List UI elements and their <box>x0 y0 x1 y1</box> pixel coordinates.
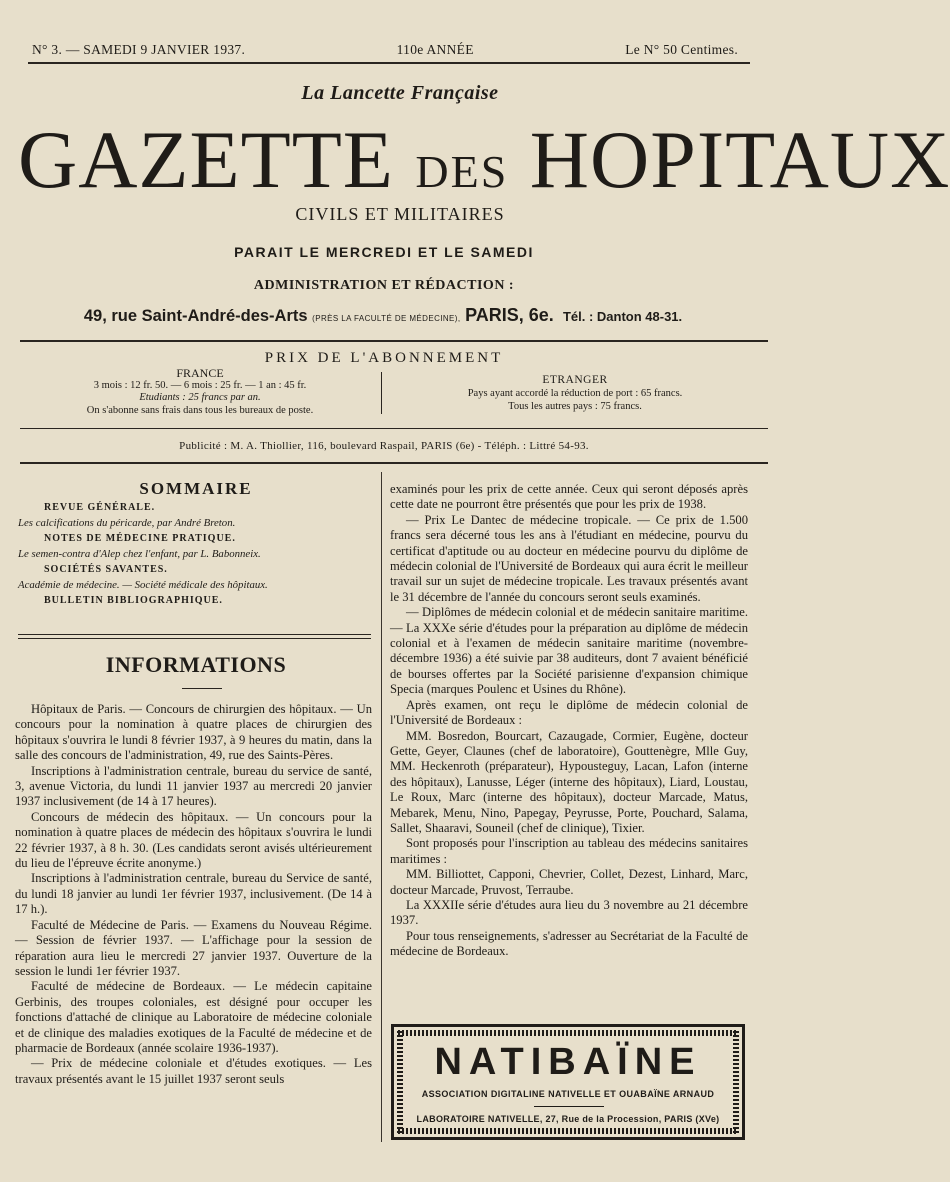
issue-price: Le N° 50 Centimes. <box>625 42 738 57</box>
natibaine-advert <box>391 1024 745 1140</box>
sommaire-title: SOMMAIRE <box>139 479 253 498</box>
publication-days: PARAIT LE MERCREDI ET LE SAMEDI <box>234 244 534 260</box>
france-rates: 3 mois : 12 fr. 50. — 6 mois : 25 fr. — 1 an : 45 fr. <box>93 379 307 391</box>
article-paragraph: Faculté de médecine de Bordeaux. — Le médecin capitaine Gerbinis, des troupes coloniales, est désigné pour occuper les fonctions d'attaché de clinique au Laboratoire de médecine coloniale et de clinique des maladies exotiques de la Faculté de médecine et de pharmacie de Bordeaux (année scolaire 1936-1937). <box>15 979 372 1055</box>
article-paragraph: MM. Bosredon, Bourcart, Cazaugade, Cormier, Eugène, docteur Gette, Geyer, Claunes (chef de laboratoire), Gouttenègre, Mlle Guy, MM. Heckenroth (préparateur), Hypousteguy, Lacan, Lafon (interne des hôpitaux), Lanusse, Léger (interne des hôpitaux), Liard, Loustau, Le Roux, Marc (interne des hôpitaux), docteur Marcade, Matus, Mebarek, Menu, Nino, Papegay, Peyrusse, Porte, Pouchard, Salama, Sallet, Shaaravi, Souneil (chef de clinique), Tixier. <box>390 728 748 835</box>
etranger-reduced: Pays ayant accordé la réduction de port : 65 francs. <box>467 388 683 399</box>
issue-number: N° 3. — SAMEDI 9 JANVIER 1937. <box>32 42 246 57</box>
abonnement-title: PRIX DE L'ABONNEMENT <box>264 350 504 366</box>
article-paragraph: — Diplômes de médecin colonial et de médecin sanitaire maritime. — La XXXe série d'études pour la préparation au diplôme de médecin colonial et à l'examen de médecin sanitaire maritime (novembre-décembre 1936) a été suivie par 38 auditeurs, dont 7 avaient bénéficié de bourses offertes par la Société parisienne d'expansion chimique Specia (marques Poulenc et Usines du Rhône). <box>390 605 748 697</box>
article-paragraph: — Prix de médecine coloniale et d'études exotiques. — Les travaux présentés avant le 15 juillet 1937 seront seuls <box>15 1056 372 1086</box>
sommaire-entry: Académie de médecine. — Société médicale des hôpitaux. <box>18 578 268 591</box>
rule-abonnement-bottom <box>20 428 768 429</box>
article-paragraph: — Prix Le Dantec de médecine tropicale. — Ce prix de 1.500 francs sera décerné tous les ans à l'étudiant en médecine, pourvu du certificat d'aptitude ou au docteur en médecine pourvu du diplôme de médecin colonial de l'Université de Bordeaux qui aura écrit le meilleur travail sur un sujet de médecine tropicale. Les travaux présentés avant le 31 décembre de l'année du concours seront seuls examinés. <box>390 512 748 604</box>
rule-sommaire-1 <box>18 634 371 635</box>
rule-sommaire-2 <box>18 638 371 639</box>
address-telephone: Tél. : Danton 48-31. <box>562 309 683 324</box>
sommaire-section: BULLETIN BIBLIOGRAPHIQUE. <box>44 595 223 606</box>
sommaire-section: SOCIÉTÉS SAVANTES. <box>44 564 168 575</box>
ad-product-name: NATIBAÏNE <box>434 1041 702 1083</box>
masthead-civils: CIVILS ET MILITAIRES <box>295 204 505 224</box>
subtitle: La Lancette Française <box>301 82 499 104</box>
masthead-gazette: GAZETTE <box>18 114 416 205</box>
sommaire-entry: Les calcifications du péricarde, par André Breton. <box>18 516 236 529</box>
address-line <box>0 305 766 326</box>
abonnement-etranger <box>395 374 755 413</box>
ad-composition: ASSOCIATION DIGITALINE NATIVELLE ET OUABAÏNE ARNAUD <box>421 1089 715 1099</box>
ad-border-top <box>398 1030 738 1036</box>
france-students: Etudiants : 25 francs par an. <box>139 392 261 403</box>
sommaire-section: NOTES DE MÉDECINE PRATIQUE. <box>44 533 236 544</box>
etranger-other: Tous les autres pays : 75 francs. <box>508 401 642 412</box>
informations-title: INFORMATIONS <box>105 652 287 677</box>
top-rule <box>28 62 750 64</box>
publicite-line: Publicité : M. A. Thiollier, 116, boulevard Raspail, PARIS (6e) - Téléph. : Littré 54-93. <box>179 440 589 452</box>
ad-border-bottom <box>398 1128 738 1134</box>
article-paragraph: Inscriptions à l'administration centrale, bureau du service de santé, 3, avenue Victoria, du lundi 11 janvier 1937 au mercredi 20 janvier 1937 inclusivement (de 14 à 17 heures). <box>15 763 372 809</box>
column-divider <box>381 472 382 1142</box>
administration-heading: ADMINISTRATION ET RÉDACTION : <box>253 278 515 293</box>
address-city: PARIS, 6e. <box>465 305 554 325</box>
rule-abonnement-top <box>20 340 768 342</box>
article-paragraph: Concours de médecin des hôpitaux. — Un concours pour la nomination à quatre places de médecin des hôpitaux s'ouvrira le lundi 22 février 1937, à 8 h. 30. (Les candidats seront avisés ultérieurement du lieu de l'épreuve écrite anonyme.) <box>15 809 372 871</box>
ad-rule <box>534 1106 604 1107</box>
article-paragraph: Sont proposés pour l'inscription au tableau des médecins sanitaires maritimes : <box>390 836 748 866</box>
informations-left-column <box>15 702 372 1087</box>
article-paragraph: Après examen, ont reçu le diplôme de médecin colonial de l'Université de Bordeaux : <box>390 697 748 728</box>
france-heading: FRANCE <box>176 366 224 380</box>
etranger-heading: ETRANGER <box>542 374 608 386</box>
address-note: (PRÈS LA FACULTÉ DE MÉDECINE), <box>312 314 461 323</box>
issue-line <box>32 42 738 58</box>
sommaire-entry: Le semen-contra d'Alep chez l'enfant, par L. Babonneix. <box>18 547 261 560</box>
article-paragraph: Hôpitaux de Paris. — Concours de chirurgien des hôpitaux. — Un concours pour la nomination à quatre places de chirurgien des hôpitaux s'ouvrira le lundi 8 février 1937, à 9 heures du matin, dans la salle des concours de l'administration, 49, rue des Saints-Pères. <box>15 702 372 763</box>
masthead-title <box>18 114 950 214</box>
article-paragraph: Pour tous renseignements, s'adresser au Secrétariat de la Faculté de médecine de Bordeaux. <box>390 928 748 959</box>
ad-laboratory: LABORATOIRE NATIVELLE, 27, Rue de la Procession, PARIS (XVe) <box>416 1114 720 1124</box>
abonnement-france <box>30 367 370 417</box>
sommaire-list <box>18 500 378 609</box>
article-paragraph: Faculté de Médecine de Paris. — Examens du Nouveau Régime. — Session de février 1937. — L'affichage pour la session de réparation aura lieu le mercredi 27 janvier 1937. Ouverture de la session le lundi 1er février 1937. <box>15 917 372 978</box>
masthead-des: DES <box>415 146 509 197</box>
article-paragraph: La XXXIIe série d'études aura lieu du 3 novembre au 21 décembre 1937. <box>390 897 748 928</box>
france-post: On s'abonne sans frais dans tous les bureaux de poste. <box>86 404 314 416</box>
informations-right-column <box>390 482 748 960</box>
address-street: 49, rue Saint-André-des-Arts <box>83 307 308 325</box>
article-paragraph: MM. Billiottet, Capponi, Chevrier, Collet, Dezest, Linhard, Marc, docteur Marcade, Pruvost, Terraube. <box>390 867 748 897</box>
article-paragraph: examinés pour les prix de cette année. Ceux qui seront déposés après cette date ne pourront être présentés que pour les prix de 1938. <box>390 482 748 512</box>
rule-pub-bottom <box>20 462 768 464</box>
article-paragraph: Inscriptions à l'administration centrale, bureau du Service de santé, du lundi 18 janvier au lundi 1er février 1937, inclusivement. (De 14 à 17 h.). <box>15 871 372 917</box>
abonnement-divider <box>381 372 382 414</box>
sommaire-section: REVUE GÉNÉRALE. <box>44 502 156 513</box>
issue-year: 110e ANNÉE <box>396 42 474 57</box>
informations-rule <box>182 688 222 689</box>
masthead-hopitaux: HOPITAUX <box>508 114 950 205</box>
